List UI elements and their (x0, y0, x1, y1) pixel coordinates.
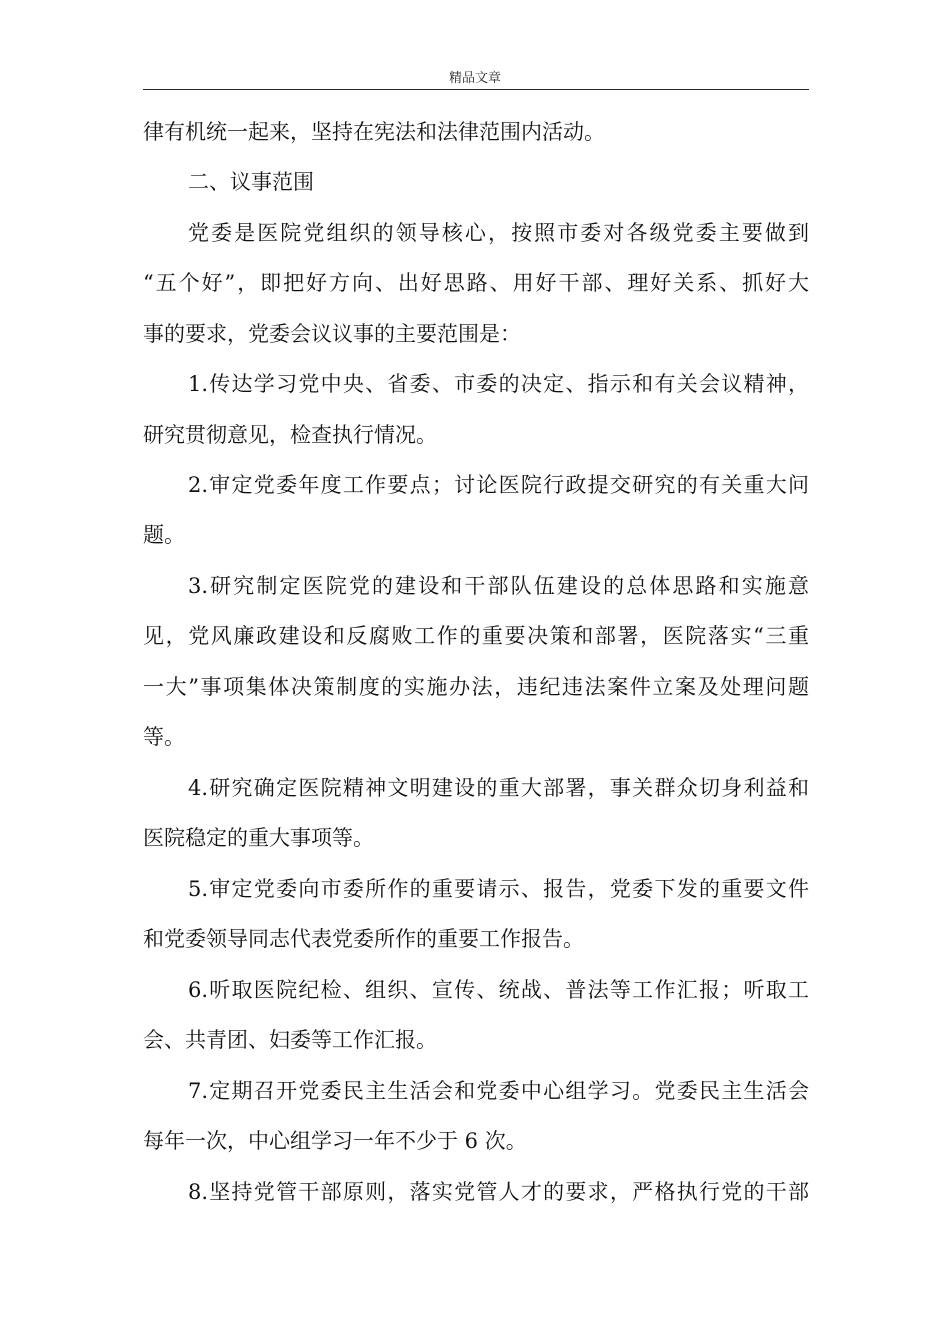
list-item-line: 7.定期召开党委民主生活会和党委中心组学习。党委民主生活会 (188, 1079, 809, 1103)
list-item-line: 3.研究制定医院党的建设和干部队伍建设的总体思路和实施意 (188, 574, 809, 598)
body-line: “五个好”，即把好方向、出好思路、用好干部、理好关系、抓好大 (143, 271, 809, 295)
list-item-line: 4.研究确定医院精神文明建设的重大部署，事关群众切身利益和 (188, 776, 809, 800)
list-item-line: 6.听取医院纪检、组织、宣传、统战、普法等工作汇报；听取工 (188, 978, 809, 1002)
list-item-line: 一大”事项集体决策制度的实施办法，违纪违法案件立案及处理问题 (143, 675, 809, 699)
list-item-line: 会、共青团、妇委等工作汇报。 (143, 1028, 437, 1052)
list-item-line: 和党委领导同志代表党委所作的重要工作报告。 (143, 927, 584, 951)
list-item-line: 研究贯彻意见，检查执行情况。 (143, 423, 437, 447)
list-item-line: 医院稳定的重大事项等。 (143, 826, 374, 850)
list-item-line: 题。 (143, 523, 185, 547)
section-heading: 二、议事范围 (188, 170, 314, 194)
page-header-title: 精品文章 (448, 71, 501, 86)
list-item-line: 每年一次，中心组学习一年不少于 6 次。 (143, 1129, 527, 1153)
body-line: 律有机统一起来，坚持在宪法和法律范围内活动。 (143, 120, 605, 144)
body-line: 党委是医院党组织的领导核心，按照市委对各级党委主要做到 (188, 221, 809, 245)
list-item-line: 1.传达学习党中央、省委、市委的决定、指示和有关会议精神， (188, 372, 809, 396)
header-divider (143, 89, 809, 90)
list-item-line: 2.审定党委年度工作要点；讨论医院行政提交研究的有关重大问 (188, 473, 809, 497)
list-item-line: 见，党风廉政建设和反腐败工作的重要决策和部署，医院落实“三重 (143, 624, 809, 648)
list-item-line: 5.审定党委向市委所作的重要请示、报告，党委下发的重要文件 (188, 877, 809, 901)
list-item-line: 等。 (143, 725, 185, 749)
body-line: 事的要求，党委会议议事的主要范围是： (143, 322, 521, 346)
list-item-line: 8.坚持党管干部原则，落实党管人才的要求，严格执行党的干部 (188, 1180, 809, 1204)
